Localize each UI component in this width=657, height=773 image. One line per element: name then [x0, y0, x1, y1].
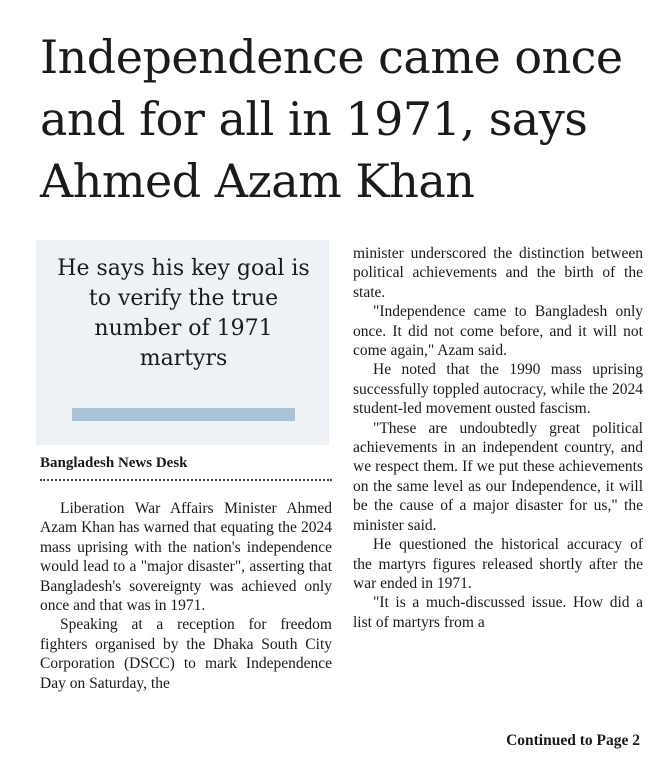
paragraph: "It is a much-discussed issue. How did a list of martyrs from a	[353, 594, 643, 631]
article-column-right	[353, 244, 643, 632]
headline: Independence came once and for all in 1971, says Ahmed Azam Khan	[40, 30, 623, 208]
pull-quote-bar	[72, 408, 295, 421]
paragraph: He noted that the 1990 mass uprising successfully toppled autocracy, while the 2024 student-led movement ousted fascism.	[353, 361, 643, 418]
pull-quote-box	[36, 240, 329, 445]
byline: Bangladesh News Desk	[40, 455, 188, 471]
article-column-left	[40, 499, 332, 693]
paragraph: Liberation War Affairs Minister Ahmed Azam Khan has warned that equating the 2024 mass uprising with the nation's independence would lead to a "major disaster", asserting that Bangladesh's sovereignty was achieved only once and that was in 1971.	[40, 500, 332, 615]
paragraph: minister underscored the distinction between political achievements and the birth of the state.	[353, 245, 643, 301]
paragraph: "These are undoubtedly great political achievements in an independent country, and we respect them. If we put these achievements on the same level as our Independence, it will be the cause of a major disaster for us," the minister said.	[353, 419, 643, 534]
continued-to-page-link[interactable]: Continued to Page 2	[506, 732, 640, 749]
paragraph: He questioned the historical accuracy of the martyrs figures released shortly after the war ended in 1971.	[353, 536, 643, 592]
pull-quote-text: He says his key goal is to verify the true number of 1971 martyrs	[57, 256, 310, 371]
paragraph: Speaking at a reception for freedom fighters organised by the Dhaka South City Corporation (DSCC) to mark Independence Day on Saturday, the	[40, 616, 332, 692]
paragraph: "Independence came to Bangladesh only once. It did not come before, and it will not come again," Azam said.	[353, 303, 643, 360]
byline-divider	[40, 479, 332, 481]
